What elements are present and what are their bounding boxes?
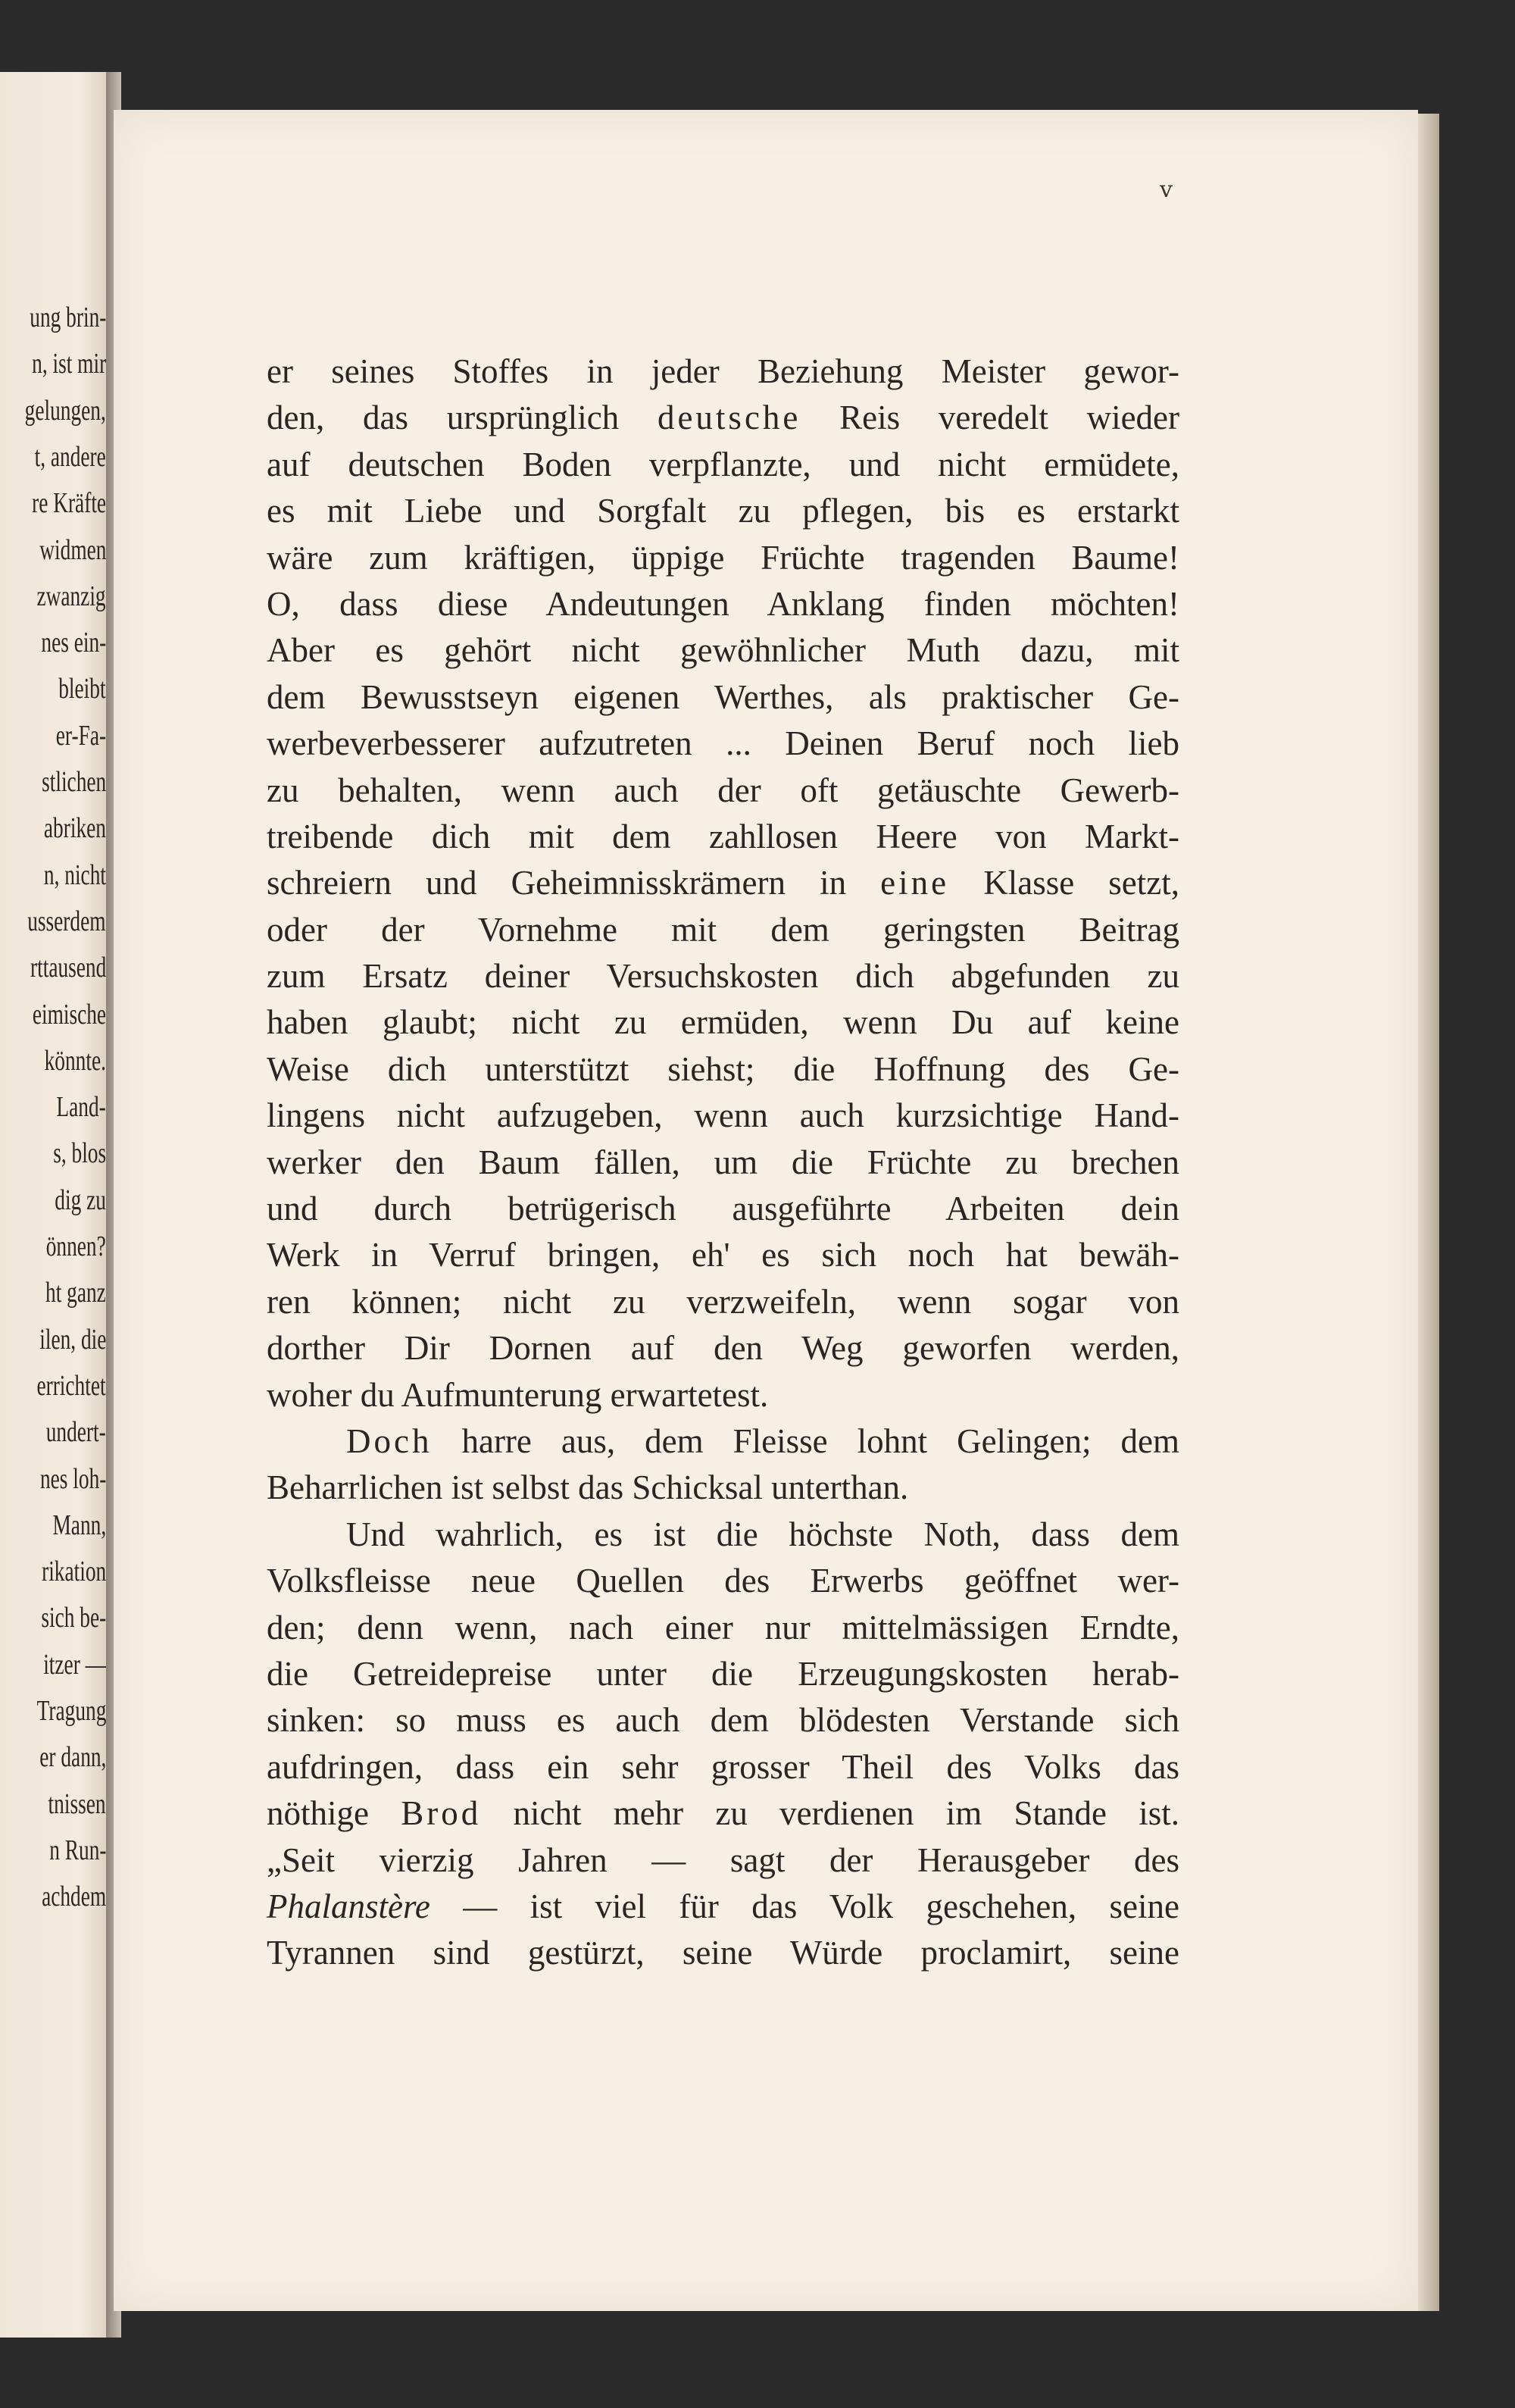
left-page-text-fragment: achdem: [41, 1881, 106, 1913]
left-page-text-fragment: n, ist mir: [31, 348, 106, 380]
left-page-text-fragment: n, nicht: [43, 858, 106, 891]
text-line: aufdringen, dass ein sehr grosser Theil des Volks das: [267, 1747, 1179, 1786]
left-page-text-fragment: n Run-: [48, 1834, 106, 1866]
text-line: den; denn wenn, nach einer nur mittelmässigen Erndte,: [267, 1608, 1179, 1647]
left-page-text-fragment: widmen: [39, 533, 106, 566]
left-page-text-fragment: itzer —: [43, 1648, 106, 1681]
text-line: Und wahrlich, es ist die höchste Noth, dass dem: [346, 1515, 1179, 1553]
text-line: und durch betrügerisch ausgeführte Arbeiten dein: [267, 1190, 1179, 1228]
text-line: dorther Dir Dornen auf den Weg geworfen werden,: [267, 1329, 1179, 1368]
left-page-text-fragment: önnen?: [45, 1231, 106, 1262]
page-edge: [1418, 114, 1439, 2311]
text-line: [267, 1884, 1179, 1930]
text-line: zu behalten, wenn auch der oft getäuschte Gewerb-: [267, 771, 1179, 809]
text-line: auf deutschen Boden verpflanzte, und nicht ermüdete,: [267, 445, 1179, 483]
line-segment: — ist viel für das Volk geschehen, seine: [430, 1887, 1179, 1925]
spaced-emphasis: Doch: [346, 1421, 433, 1460]
left-page-text-fragment: bleibt: [58, 673, 106, 705]
left-page-text-fragment: usserdem: [27, 905, 106, 937]
text-line: [267, 1790, 1179, 1837]
left-page-text-fragment: rikation: [41, 1556, 106, 1588]
text-line: woher du Aufmunterung erwartetest.: [267, 1375, 769, 1414]
left-page-fragment: [0, 72, 114, 2338]
line-segment: Klasse setzt,: [949, 864, 1179, 902]
body-text: [267, 349, 1179, 1977]
left-page-text-fragment: eimische: [32, 998, 106, 1030]
left-page-text-fragment: s, blos: [53, 1137, 106, 1170]
left-page-text-fragment: rttausend: [30, 952, 106, 984]
spaced-emphasis: deutsche: [657, 399, 801, 437]
text-line: dem Bewusstseyn eigenen Werthes, als praktischer Ge-: [267, 677, 1179, 716]
left-page-text-fragment: stlichen: [41, 766, 106, 798]
text-line: haben glaubt; nicht zu ermüden, wenn Du auf keine: [267, 1003, 1179, 1042]
left-page-text-fragment: t, andere: [34, 440, 106, 473]
text-line: [267, 395, 1179, 441]
text-line: Weise dich unterstützt siehst; die Hoffnung des Ge-: [267, 1049, 1179, 1088]
left-page-text-fragment: Land-: [56, 1091, 106, 1124]
text-line: sinken: so muss es auch dem blödesten Verstande sich: [267, 1701, 1179, 1740]
text-line: Werk in Verruf bringen, eh' es sich noch hat bewäh-: [267, 1236, 1179, 1274]
left-page-text-fragment: re Kräfte: [32, 487, 106, 520]
text-line: O, dass diese Andeutungen Anklang finden möchten!: [267, 584, 1179, 623]
text-line: es mit Liebe und Sorgfalt zu pflegen, bis es erstarkt: [267, 492, 1179, 530]
left-page-text-fragment: Mann,: [52, 1509, 106, 1541]
page-mark: v: [1160, 177, 1173, 203]
text-line: Volksfleisse neue Quellen des Erwerbs geöffnet wer-: [267, 1562, 1179, 1600]
left-page-text-fragment: tnissen: [48, 1787, 106, 1820]
left-page-text-fragment: Tragung: [36, 1695, 106, 1727]
left-page-text-fragment: könnte.: [44, 1044, 106, 1077]
text-line: Aber es gehört nicht gewöhnlicher Muth dazu, mit: [267, 631, 1179, 670]
text-line: Beharrlichen ist selbst das Schicksal unterthan.: [267, 1468, 909, 1507]
italic-title: Phalanstère: [267, 1887, 430, 1925]
line-segment: nöthige: [267, 1794, 401, 1833]
left-page-text-fragment: zwanzig: [36, 580, 106, 612]
text-line: lingens nicht aufzugeben, wenn auch kurzsichtige Hand-: [267, 1096, 1179, 1135]
text-line: „Seit vierzig Jahren — sagt der Herausgeber des: [267, 1840, 1179, 1879]
left-page-text-fragment: errichtet: [36, 1369, 106, 1402]
left-page-text-fragment: gelungen,: [24, 394, 106, 427]
text-line: zum Ersatz deiner Versuchskosten dich abgefunden zu: [267, 957, 1179, 996]
spaced-emphasis: Brod: [401, 1794, 482, 1833]
text-line: er seines Stoffes in jeder Beziehung Meister gewor-: [267, 352, 1179, 390]
line-segment: den, das ursprünglich: [267, 399, 658, 437]
text-line: oder der Vornehme mit dem geringsten Beitrag: [267, 910, 1179, 949]
left-page-text-fragment: undert-: [45, 1416, 106, 1449]
line-segment: Reis veredelt wieder: [801, 399, 1180, 437]
text-line: die Getreidepreise unter die Erzeugungskosten herab-: [267, 1654, 1179, 1693]
line-segment: nicht mehr zu verdienen im Stande ist.: [481, 1794, 1179, 1833]
text-line: wäre zum kräftigen, üppige Früchte tragenden Baume!: [267, 538, 1179, 577]
text-line: [267, 860, 1179, 906]
line-segment: schreiern und Geheimnisskrämern in: [267, 864, 881, 902]
left-page-text-fragment: er-Fa-: [55, 719, 106, 752]
left-page-text-fragment: nes loh-: [39, 1462, 106, 1495]
text-line: werker den Baum fällen, um die Früchte zu brechen: [267, 1143, 1179, 1181]
left-page-text-fragment: ung brin-: [29, 302, 106, 333]
left-page-text-fragment: sich be-: [41, 1602, 106, 1634]
text-line: ren können; nicht zu verzweifeln, wenn sogar von: [267, 1282, 1179, 1321]
text-line: werbeverbesserer aufzutreten ... Deinen Beruf noch lieb: [267, 724, 1179, 763]
left-page-text-fragment: dig zu: [55, 1184, 106, 1216]
left-page-text-fragment: er dann,: [39, 1741, 106, 1774]
text-line: Tyrannen sind gestürzt, seine Würde proclamirt, seine: [267, 1934, 1179, 1972]
text-line: [267, 1418, 1179, 1465]
left-page-text-fragment: ilen, die: [39, 1323, 106, 1356]
line-segment: harre aus, dem Fleisse lohnt Gelingen; dem: [432, 1421, 1179, 1460]
left-page-text-fragment: ht ganz: [45, 1277, 106, 1309]
text-line: treibende dich mit dem zahllosen Heere von Markt-: [267, 817, 1179, 855]
left-page-text-fragment: nes ein-: [41, 627, 106, 659]
left-page-text-fragment: abriken: [43, 812, 106, 845]
spaced-emphasis: eine: [880, 864, 950, 902]
